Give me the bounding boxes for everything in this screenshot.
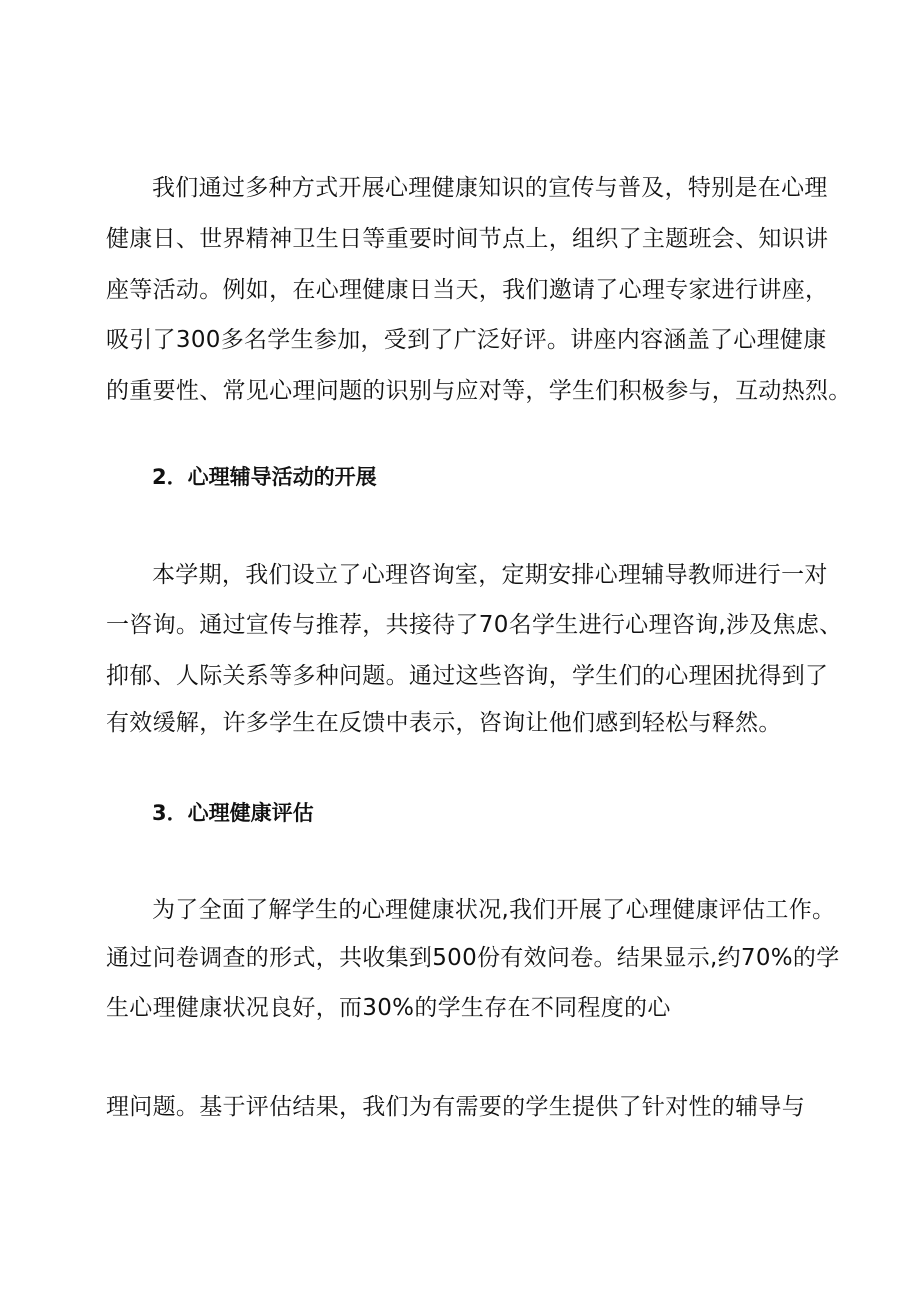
paragraph3-line-3: 生心理健康状况良好，而30%的学生存在不同程度的心 [106, 995, 671, 1021]
paragraph2-line-2: 一咨询。通过宣传与推荐，共接待了70名学生进行心理咨询,涉及焦虑、 [106, 612, 843, 638]
section-heading-2: 2．心理辅导活动的开展 [152, 465, 377, 489]
section-heading-3: 3．心理健康评估 [152, 801, 314, 825]
paragraph2-line-3: 抑郁、人际关系等多种问题。通过这些咨询，学生们的心理困扰得到了 [106, 663, 829, 689]
paragraph1-line-2: 健康日、世界精神卫生日等重要时间节点上，组织了主题班会、知识讲 [106, 226, 829, 252]
paragraph1-line-4: 吸引了300多名学生参加，受到了广泛好评。讲座内容涵盖了心理健康 [106, 327, 827, 353]
paragraph4-line-1: 理问题。基于评估结果，我们为有需要的学生提供了针对性的辅导与 [106, 1094, 805, 1120]
paragraph3-line-2: 通过问卷调查的形式，共收集到500份有效问卷。结果显示,约70%的学 [106, 945, 840, 971]
paragraph1-line-5: 的重要性、常见心理问题的识别与应对等，学生们积极参与，互动热烈。 [106, 378, 852, 404]
paragraph1-line-1: 我们通过多种方式开展心理健康知识的宣传与普及，特别是在心理 [152, 175, 828, 201]
paragraph1-line-3: 座等活动。例如，在心理健康日当天，我们邀请了心理专家进行讲座， [106, 277, 829, 303]
paragraph3-line-1: 为了全面了解学生的心理健康状况,我们开展了心理健康评估工作。 [152, 897, 836, 923]
paragraph2-line-1: 本学期，我们设立了心理咨询室，定期安排心理辅导教师进行一对 [152, 562, 828, 588]
paragraph2-line-4: 有效缓解，许多学生在反馈中表示，咨询让他们感到轻松与释然。 [106, 710, 782, 736]
